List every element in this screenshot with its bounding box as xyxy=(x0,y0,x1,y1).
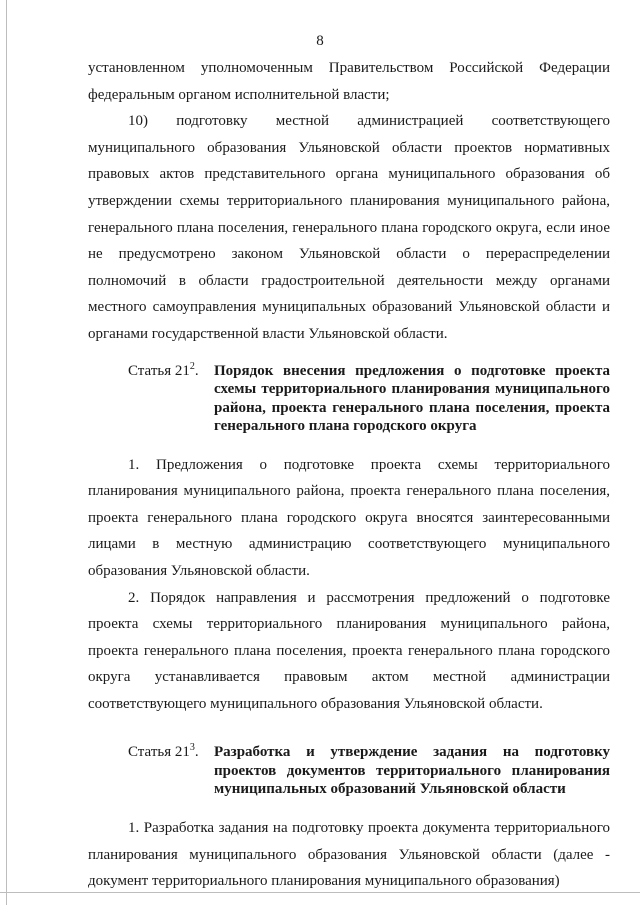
article-title: Разработка и утверждение задания на подготовку проектов документов территориального планирования муниципальных образований Ульяновской области xyxy=(214,744,610,798)
scan-bottom-line xyxy=(0,892,640,893)
article-21-3-heading xyxy=(88,743,610,799)
article-21-3-paragraph-1: 1. Разработка задания на подготовку проекта документа территориального планирования муниципального образования Ульяновской области (далее - документ территориального планирования муниципального образования) xyxy=(88,819,610,890)
article-21-2-paragraph-1: 1. Предложения о подготовке проекта схемы территориального планирования муниципального района, проекта генерального плана поселения, проекта генерального плана городского округа вносятся заинтересованными лицами в местную администрацию соответствующего муниципального образования Ульяновской области. xyxy=(88,456,610,579)
paragraph-continued: установленном уполномоченным Правительством Российской Федерации федеральным органом исполнительной власти; xyxy=(88,60,610,103)
page-number: 8 xyxy=(316,33,324,49)
article-label: Статья $21^2$. xyxy=(128,360,199,379)
article-label: Статья $21^3$. xyxy=(128,742,199,761)
article-title: Порядок внесения предложения о подготовке проекта схемы территориального планирования муниципального района, проекта генерального плана поселения, проекта генерального плана городского округа xyxy=(214,362,610,435)
paragraph-item-10: 10) подготовку местной администрацией соответствующего муниципального образования Ульяновской области проектов нормативных правовых актов представительного органа муниципального образования об утверждении схемы территориального планирования муниципального района, генерального плана поселения, генерального плана городского округа, если иное не предусмотрено законом Ульяновской области о перераспределении полномочий в области градостроительной деятельности между органами местного самоуправления муниципальных образований Ульяновской области и органами государственной власти Ульяновской области. xyxy=(88,113,610,342)
document-body xyxy=(88,55,610,895)
article-21-2-paragraph-2: 2. Порядок направления и рассмотрения предложений о подготовке проекта схемы территориального планирования муниципального района, проекта генерального плана поселения, проекта генерального плана городского округа устанавливается правовым актом местной администрации соответствующего муниципального образования Ульяновской области. xyxy=(88,589,610,712)
scan-edge-line xyxy=(6,0,7,905)
article-21-2-heading xyxy=(88,362,610,436)
